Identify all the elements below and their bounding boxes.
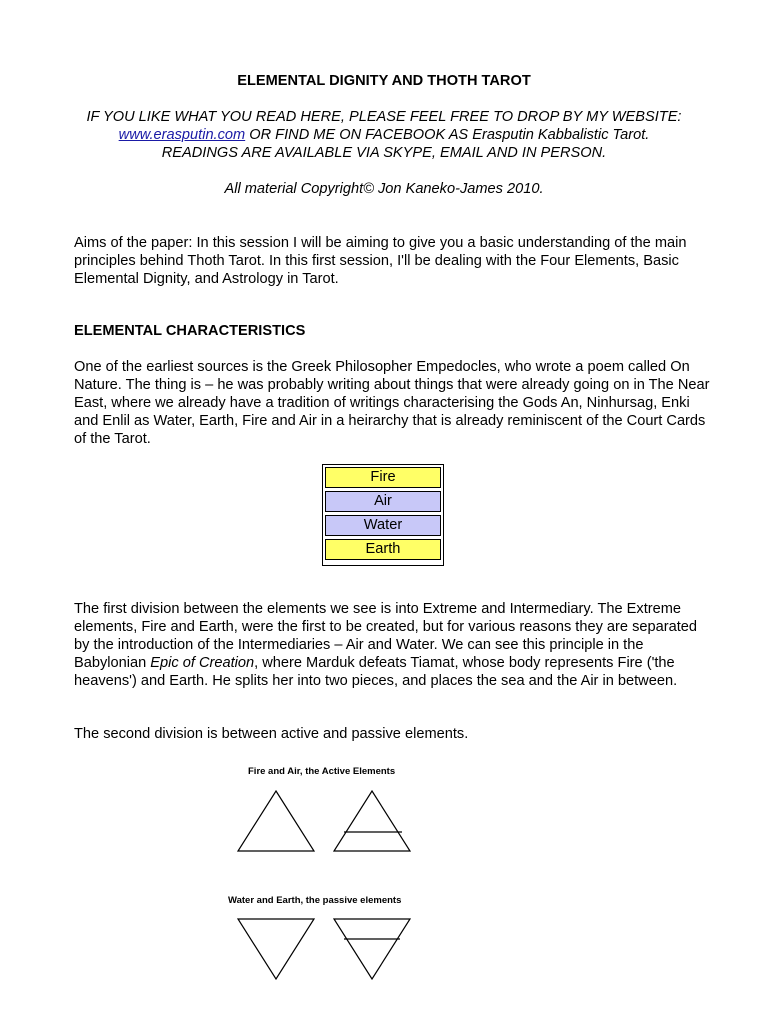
copyright-line: All material Copyright© Jon Kaneko-James 2010. bbox=[224, 181, 544, 197]
website-note-text: IF YOU LIKE WHAT YOU READ HERE, PLEASE FEEL FREE TO DROP BY MY WEBSITE: bbox=[86, 109, 682, 125]
element-cell-earth: Earth bbox=[325, 539, 441, 560]
element-cell-air: Air bbox=[325, 491, 441, 512]
division-text-end: , where Marduk defeats Tiamat, whose body represents Fire ('the heavens') and Earth. He splits her into two pieces, and places the sea and the Air in between. bbox=[74, 655, 678, 689]
division-paragraph bbox=[74, 600, 714, 690]
document-title: ELEMENTAL DIGNITY AND THOTH TAROT bbox=[237, 73, 531, 89]
website-note-text-end: OR FIND ME ON FACEBOOK AS Erasputin Kabbalistic Tarot. READINGS ARE AVAILABLE VIA SKYPE, EMAIL AND IN PERSON. bbox=[161, 127, 650, 161]
earth-triangle-icon bbox=[332, 918, 412, 980]
water-triangle-icon bbox=[236, 918, 316, 980]
second-division-paragraph: The second division is between active and passive elements. bbox=[74, 726, 469, 742]
sources-paragraph: One of the earliest sources is the Greek Philosopher Empedocles, who wrote a poem called On Nature. The thing is – he was probably writing about things that were already going on in The Near East, where we already have a tradition of writings characterising the Gods An, Ninhursag, Enki and Enlil as Water, Earth, Fire and Air in a heirarchy that is already reminiscent of the Court Cards of the Tarot. bbox=[74, 359, 710, 447]
division-text: The first division between the elements we see is into Extreme and Intermediary. The Extreme elements, Fire and Earth, were the first to be created, but for various reasons they are separated by the introduction of the Intermediaries – Air and Water. We can see this principle in the Babylonian bbox=[74, 601, 697, 671]
active-elements-caption: Fire and Air, the Active Elements bbox=[248, 766, 396, 777]
element-cell-water: Water bbox=[325, 515, 441, 536]
website-link[interactable]: www.erasputin.com bbox=[118, 127, 246, 143]
element-cell-fire: Fire bbox=[325, 467, 441, 488]
elements-table bbox=[322, 464, 444, 566]
fire-triangle-icon bbox=[236, 790, 316, 852]
section-heading: ELEMENTAL CHARACTERISTICS bbox=[74, 323, 306, 339]
website-note bbox=[80, 108, 688, 162]
air-triangle-icon bbox=[332, 790, 412, 852]
aims-paragraph: Aims of the paper: In this session I will be aiming to give you a basic understanding of the main principles behind Thoth Tarot. In this first session, I'll be dealing with the Four Elements, Basic Elemental Dignity, and Astrology in Tarot. bbox=[74, 235, 687, 287]
passive-elements-caption: Water and Earth, the passive elements bbox=[228, 895, 402, 906]
division-emphasis: Epic of Creation bbox=[150, 655, 255, 671]
